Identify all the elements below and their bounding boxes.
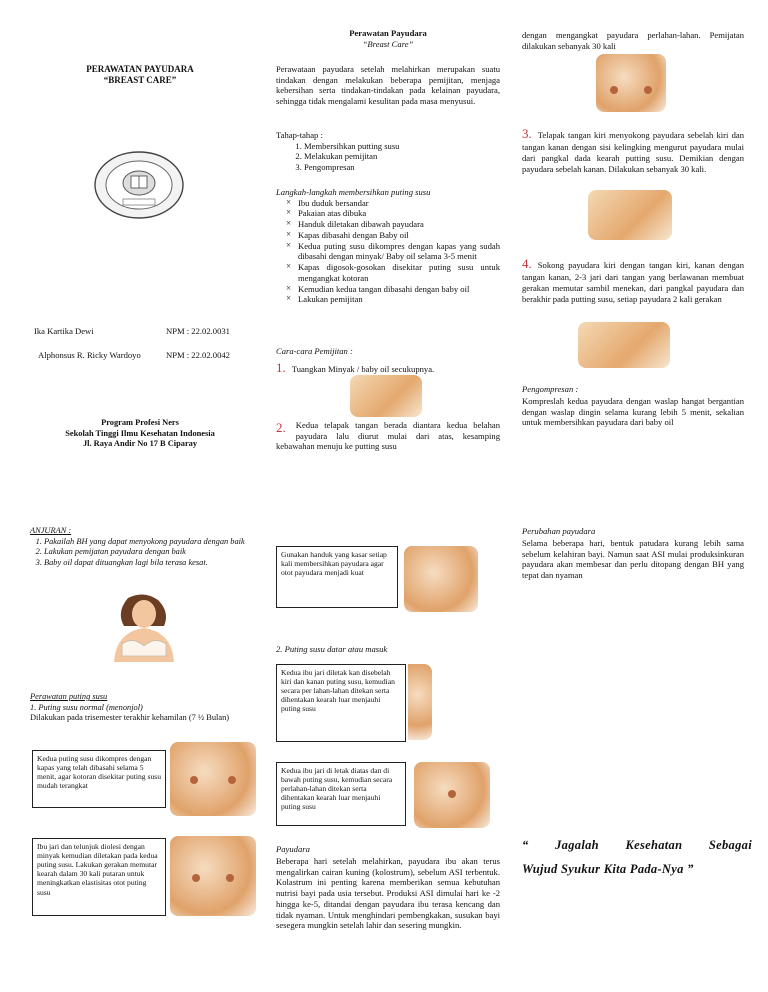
langkah-item: × Handuk diletakan dibawah payudara: [286, 219, 500, 230]
payudara-heading: Payudara: [276, 844, 310, 854]
anjuran-section: [30, 526, 255, 568]
datar-heading: 2. Puting susu datar atau masuk: [276, 644, 388, 654]
nipple-roll-photo: [170, 836, 256, 916]
langkah-item: × Pakaian atas dibuka: [286, 208, 500, 219]
step-3-number: 3.: [522, 126, 532, 141]
step-2-number: 2.: [276, 420, 286, 435]
step-1-text: Tuangkan Minyak / baby oil secukupnya.: [291, 364, 435, 374]
step-4-number: 4.: [522, 256, 532, 271]
author-npm-2: NPM : 22.02.0042: [166, 350, 230, 360]
school-name: Sekolah Tinggi Ilmu Kesehatan Indonesia: [65, 428, 215, 438]
author-npm-1: NPM : 22.02.0031: [166, 326, 230, 336]
langkah-item: × Kemudian kedua tangan dibasahi dengan baby oil: [286, 284, 500, 295]
hand-support-photo: [588, 190, 672, 240]
step-1: [276, 360, 500, 376]
step-3-text: Telapak tangan kiri menyokong payudara sebelah kiri dan tangan kanan dengan sisi kelingking mengurut payudara mulai dari pangkal dada kearah putting susu. Demikian dengan payudara sebelah kanan. Dilakukan sebanyak 30 kali.: [522, 130, 744, 174]
langkah-section: [276, 187, 500, 305]
puting-normal-subheading: 1. Puting susu normal (menonjol): [30, 702, 143, 712]
kompres-paragraph: Kompreslah kedua payudara dengan waslap hangat bergantian dengan waslap dingin selama kurang lebih 5 menit, sekalian untuk membersihkan payudara dari baby oil: [522, 396, 744, 428]
handuk-tip-box: Gunakan handuk yang kasar setiap kali membersihkan payudara agar otot payudara menjadi kuat: [276, 546, 398, 608]
breast-compress-photo: [170, 742, 256, 816]
step-3: [522, 126, 744, 174]
kompres-instruction-box: Kedua puting susu dikompres dengan kapas yang telah dibasahi selama 5 menit, agar kotoran disekitar puting susu mudah terangkat: [32, 750, 166, 808]
perawatan-puting-section: [30, 692, 255, 724]
anjuran-heading: ANJURAN :: [30, 526, 72, 535]
circular-massage-photo: [578, 322, 670, 368]
column2-title: [276, 28, 500, 49]
brochure-title: [40, 64, 240, 87]
tahap-item: 2. Melakukan pemijitan: [304, 151, 500, 162]
thumb-side-photo: [408, 664, 432, 740]
author-name-2: Alphonsus R. Ricky Wardoyo: [38, 350, 141, 360]
perubahan-heading: Perubahan payudara: [522, 526, 596, 536]
col2-title-line-1: Perawatan Payudara: [349, 28, 427, 38]
step-2-continued: dengan mengangkat payudara perlahan-lahan. Pemijatan dilakukan sebanyak 30 kali: [522, 30, 744, 51]
title-line-2: “BREAST CARE”: [103, 75, 177, 86]
tahap-section: [276, 130, 500, 173]
perawatan-puting-heading: Perawatan puting susu: [30, 692, 108, 701]
datar-box-1: Kedua ibu jari diletak kan disebelah kiri dan kanan puting susu, kemudian secara per lahan-lahan ditekan serta dihentakan kearah luar menjauhi puting susu: [276, 664, 406, 742]
step-2: [276, 420, 500, 452]
langkah-item: × Kapas digosok-gosokan disekitar puting susu untuk mengangkat kotoran: [286, 262, 500, 283]
cara-heading: Cara-cara Pemijitan :: [276, 346, 353, 356]
langkah-heading: Langkah-langkah membersihkan puting susu: [276, 187, 431, 197]
school-address: Jl. Raya Andir No 17 B Ciparay: [82, 439, 198, 448]
langkah-item: × Kedua puting susu dikompres dengan kapas yang sudah dibasahi dengan minyak/ Baby oil selama 3-5 menit: [286, 241, 500, 262]
perubahan-paragraph: Selama beberapa hari, bentuk patudara kurang lebih sama sebelum kelahiran bayi. Namun saat ASI mulai produksinkuran payudara akan membesar dan perlu ditopang dengan BH yang tepat dan nyaman: [522, 538, 744, 581]
kompres-heading: Pengompresan :: [522, 384, 579, 394]
institution-logo: [93, 150, 185, 220]
towel-rub-photo: [404, 546, 478, 612]
institution-block: [30, 418, 250, 450]
col2-title-line-2: “Breast Care”: [362, 38, 414, 49]
program-name: Program Profesi Ners: [101, 418, 179, 427]
step-2-text: Kedua telapak tangan berada diantara kedua belahan payudara lalu diurut mulai dari atas, kesamping kebawahan menuju ke putting susu: [276, 420, 500, 452]
langkah-item: × Lakukan pemijitan: [286, 294, 500, 305]
author-name-1: Ika Kartika Dewi: [34, 326, 94, 336]
step-4-text: Sokong payudara kiri dengan tangan kiri, kanan dengan tangan kanan, 2-3 jari dari tangan yang berlawanan membuat gerakan memutar sambil menekan, dari pangkal payudara dan berakhir pada putting susu, setiap payudara 2 kali gerakan: [522, 260, 744, 304]
intro-paragraph: Perawataan payudara setelah melahirkan merupakan suatu tindakan dengan melakukan beberapa pemijitan, menjaga kebersihan serta tindakan-tindakan pada kelainan payudara, sehingga tidak mengalami kesulitan pada masa menyusui.: [276, 64, 500, 107]
breast-massage-photo: [596, 54, 666, 112]
thumb-updown-photo: [414, 762, 490, 828]
oil-pouring-photo: [350, 375, 422, 417]
anjuran-item: 1. Pakailah BH yang dapat menyokong payudara dengan baik: [44, 537, 255, 548]
langkah-item: × Kapas dibasahi dengan Baby oil: [286, 230, 500, 241]
tahap-item: 3. Pengompresan: [304, 162, 500, 173]
step-1-number: 1.: [276, 360, 286, 375]
tahap-heading: Tahap-tahap :: [276, 130, 323, 140]
quote-line-2: Wujud Syukur Kita Pada-Nya ”: [522, 862, 694, 876]
datar-box-2: Kedua ibu jari di letak diatas dan di bawah puting susu, kemudian secara perlahan-lahan ditekan serta dihentakan kearah luar menjauhi puting susu: [276, 762, 406, 826]
payudara-paragraph: Beberapa hari setelah melahirkan, payudara ibu akan terus mengalirkan cairan kuning (kolostrum), sebelum ASI terbentuk. Kolastrum ini penting karena memberikan semua kebutuhan nutrisi bayi pada usia tersebut. Produksi ASI dimulai hari ke -2 hingga ke-5, ditandai dengan payudara ibu terasa kencang dan tidak nyaman. Untuk menghindari pembengkakan, susukan bayi sesegera mungkin setelah lahir dan sesering mungkin.: [276, 856, 500, 931]
quote-line-1: “ Jagalah Kesehatan Sebagai: [522, 838, 752, 852]
tahap-item: 1. Membersihkan putting susu: [304, 141, 500, 152]
woman-illustration: [100, 592, 188, 662]
putar-instruction-box: Ibu jari dan telunjuk diolesi dengan minyak kemudian diletakan pada kedua puting susu. Lakukan gerakan memutar kearah dalam 30 kali putaran untuk meningkatkan elastisitas otot puting susu: [32, 838, 166, 916]
langkah-item: × Ibu duduk bersandar: [286, 198, 500, 209]
anjuran-item: 3. Baby oil dapat dituangkan lagi bila terasa kesat.: [44, 558, 255, 569]
title-line-1: PERAWATAN PAYUDARA: [86, 64, 194, 74]
puting-normal-text: Dilakukan pada trisemester terakhir kehamilan (7 ½ Bulan): [30, 713, 230, 722]
step-4: [522, 256, 744, 304]
anjuran-item: 2. Lakukan pemijatan payudara dengan baik: [44, 547, 255, 558]
